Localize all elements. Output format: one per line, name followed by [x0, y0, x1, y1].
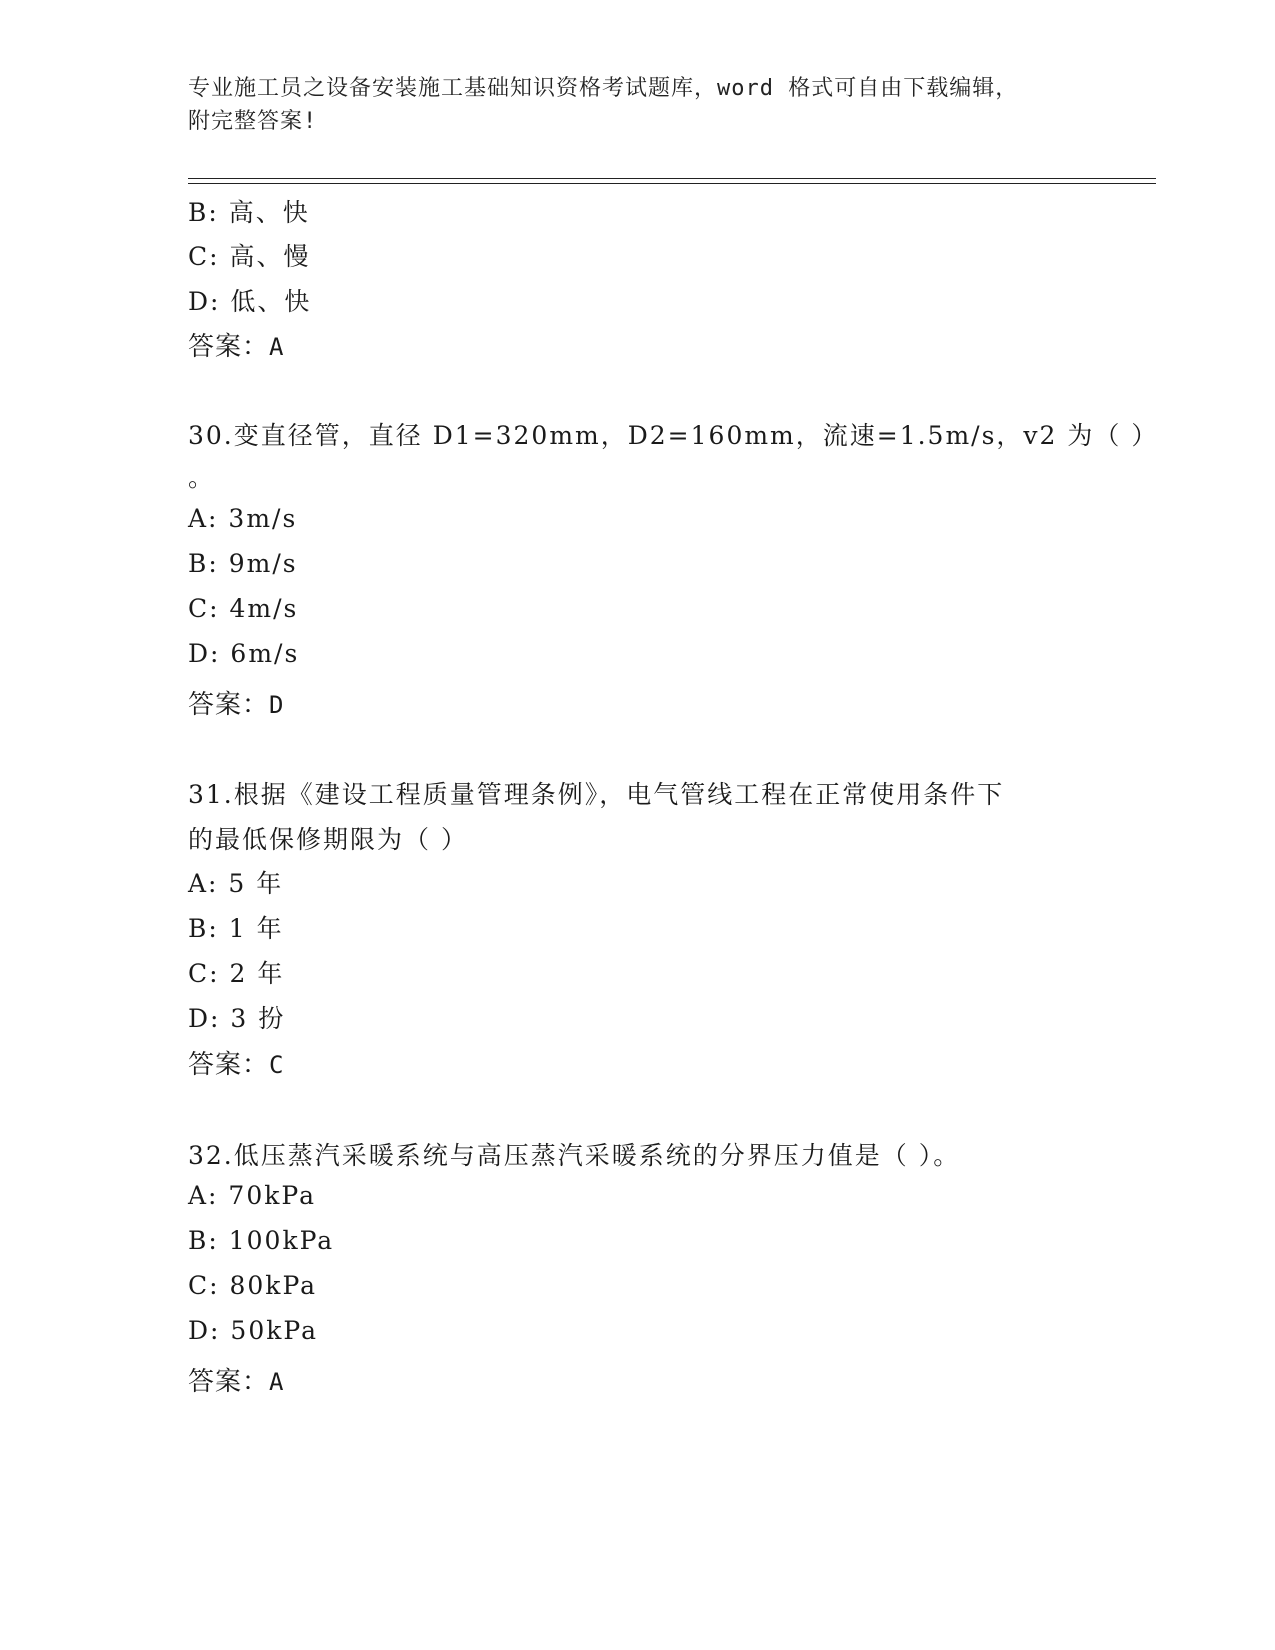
q31-answer — [188, 1044, 284, 1081]
header-line-1: 专业施工员之设备安装施工基础知识资格考试题库，word 格式可自由下载编辑， — [188, 76, 1019, 101]
answer-value: A — [269, 1368, 285, 1396]
header-divider-bottom — [188, 183, 1156, 184]
q30-option-c: C: 4m/s — [188, 594, 299, 623]
q32-option-c: C: 80kPa — [188, 1271, 318, 1300]
q31-stem-line-1: 31.根据《建设工程质量管理条例》，电气管线工程在正常使用条件下 — [188, 780, 1005, 809]
q30-stem-line-2: 。 — [188, 463, 216, 492]
q30-option-a: A: 3m/s — [188, 504, 298, 533]
header-line-2: 附完整答案! — [188, 109, 318, 134]
q30-option-d: D: 6m/s — [188, 639, 300, 668]
answer-label: 答案： — [188, 332, 270, 362]
q32-stem-line-1: 32.低压蒸汽采暖系统与高压蒸汽采暖系统的分界压力值是（ ）。 — [188, 1141, 961, 1170]
document-header — [188, 72, 1088, 138]
answer-label: 答案： — [188, 1367, 270, 1397]
q29-option-c: C: 高、慢 — [188, 242, 311, 271]
q31-option-d: D: 3 扮 — [188, 1004, 286, 1033]
answer-value: D — [269, 691, 285, 719]
q32-option-d: D: 50kPa — [188, 1316, 318, 1345]
q31-stem-line-2: 的最低保修期限为（ ） — [188, 825, 468, 854]
q32-answer — [188, 1361, 284, 1398]
q30-option-b: B: 9m/s — [188, 549, 298, 578]
answer-label: 答案： — [188, 690, 270, 720]
q31-option-c: C: 2 年 — [188, 959, 285, 988]
q31-option-b: B: 1 年 — [188, 914, 284, 943]
q31-option-a: A: 5 年 — [188, 869, 284, 898]
answer-value: A — [269, 333, 285, 361]
header-divider-top — [188, 178, 1156, 179]
q29-option-d: D: 低、快 — [188, 287, 312, 316]
q32-option-b: B: 100kPa — [188, 1226, 335, 1255]
q29-option-b: B: 高、快 — [188, 198, 310, 227]
answer-value: C — [269, 1051, 285, 1079]
q30-stem-line-1: 30.变直径管，直径 D1=320mm，D2=160mm，流速=1.5m/s，v2 为（ ） — [188, 421, 1159, 450]
answer-label: 答案： — [188, 1050, 270, 1080]
q32-option-a: A: 70kPa — [188, 1181, 316, 1210]
q29-answer — [188, 326, 284, 363]
q30-answer — [188, 684, 284, 721]
